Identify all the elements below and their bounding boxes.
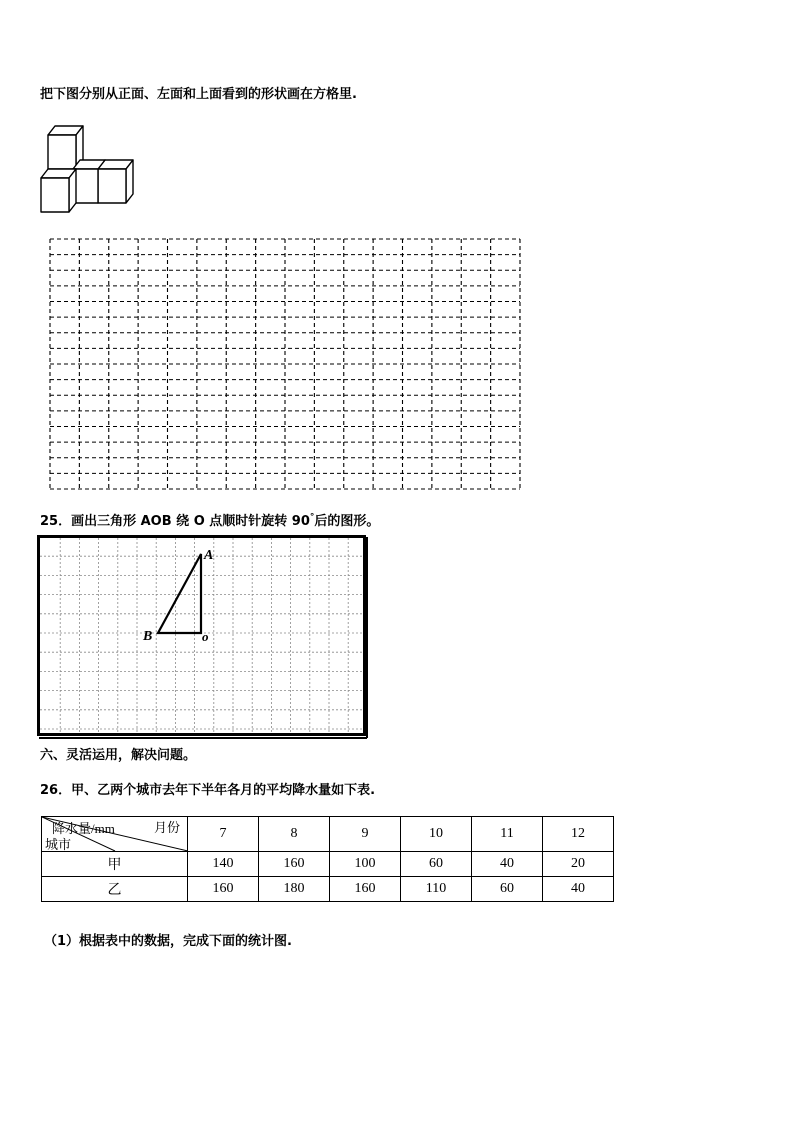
section6-title: 六、灵活运用，解决问题。 [40,748,197,763]
month-header-cell: 10 [401,817,472,852]
table-corner-cell [42,817,188,852]
rotation-grid-panel[interactable] [37,535,369,740]
q25-prompt [40,510,379,529]
value-cell: 160 [330,877,401,902]
table-row [42,877,614,902]
value-cell: 160 [188,877,259,902]
cube-figure [38,122,138,218]
city-cell: 乙 [42,877,188,902]
month-header-cell: 7 [188,817,259,852]
value-cell: 160 [259,852,330,877]
month-header-cell: 8 [259,817,330,852]
q25-prompt-main: 25．画出三角形 AOB 绕 O 点顺时针旋转 90 [40,514,310,529]
month-header-cell: 9 [330,817,401,852]
dashed-drawing-grid[interactable] [49,238,521,490]
degree-mark: ° [309,512,315,523]
value-cell: 100 [330,852,401,877]
corner-month-label: 月份 [154,820,181,835]
value-cell: 40 [543,877,614,902]
corner-rainfall-label: 降水量/mm [52,821,115,836]
table-row [42,852,614,877]
month-header-cell: 11 [472,817,543,852]
q25-prompt-tail: 后的图形。 [314,514,380,529]
month-header-cell: 12 [543,817,614,852]
value-cell: 140 [188,852,259,877]
value-cell: 60 [401,852,472,877]
value-cell: 110 [401,877,472,902]
value-cell: 40 [472,852,543,877]
point-o-label: o [202,629,209,644]
point-b-label: B [143,629,153,644]
value-cell: 180 [259,877,330,902]
corner-city-label: 城市 [45,837,72,852]
point-a-label: A [204,548,214,563]
q24-instruction: 把下图分别从正面、左面和上面看到的形状画在方格里. [40,87,357,102]
q26-prompt: 26．甲、乙两个城市去年下半年各月的平均降水量如下表. [40,783,376,798]
table-header-row [42,817,614,852]
rainfall-table [41,816,614,902]
value-cell: 20 [543,852,614,877]
city-cell: 甲 [42,852,188,877]
value-cell: 60 [472,877,543,902]
q26-sub1: （1）根据表中的数据，完成下面的统计图. [44,934,292,949]
